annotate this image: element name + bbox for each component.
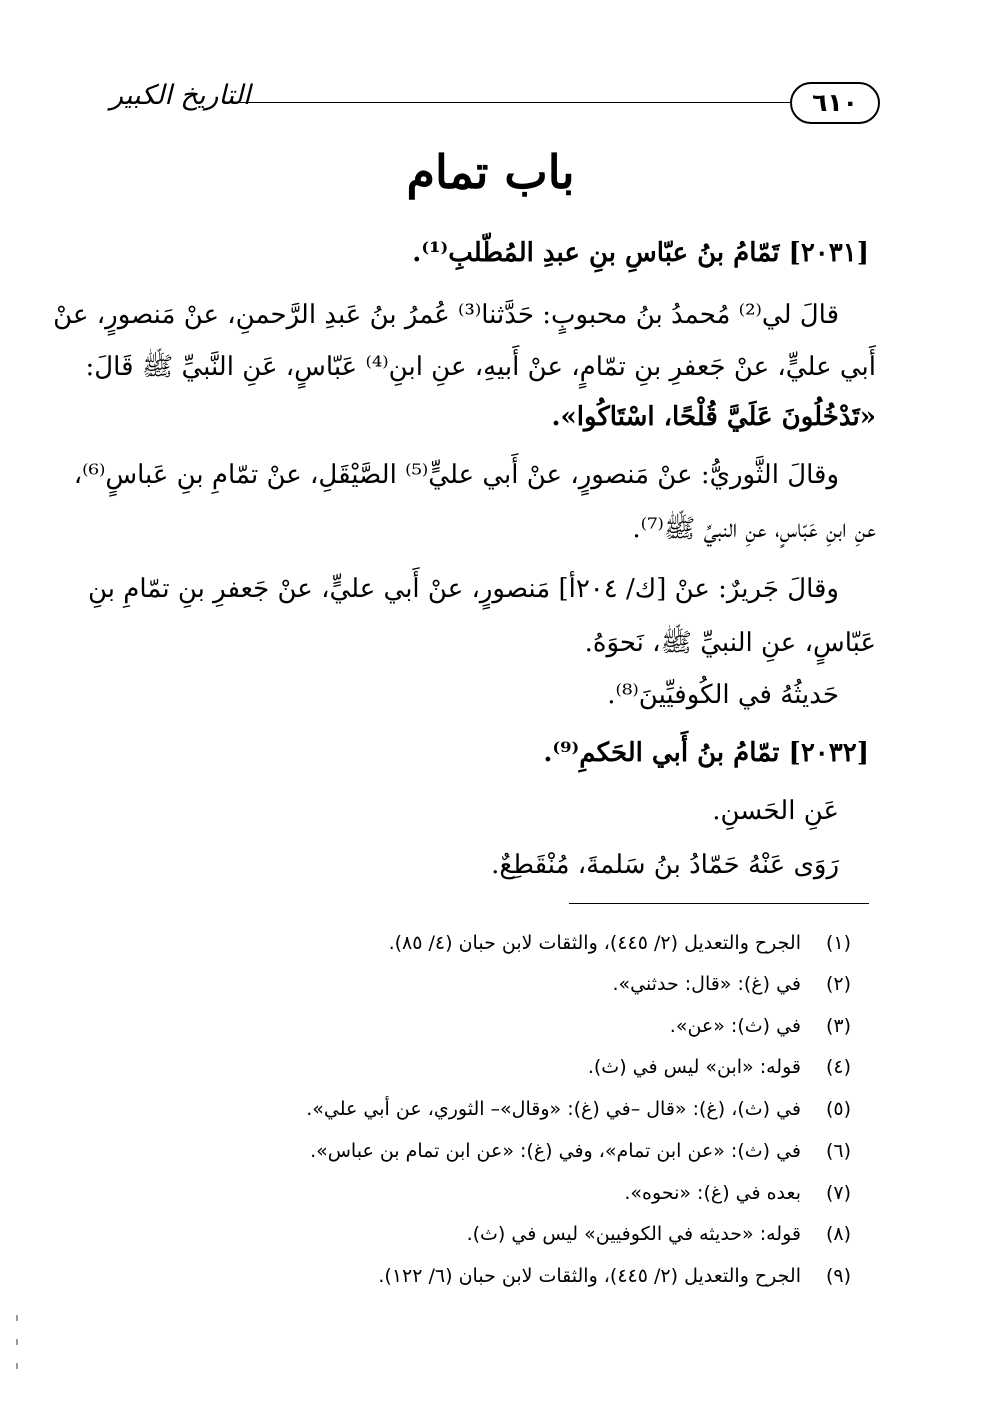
body-line: عنِ ابنِ عَبّاسٍ، عنِ النبيِّ ﷺ⁽⁷⁾. — [632, 514, 876, 544]
footnote — [112, 1056, 851, 1078]
page-number-badge: ٦١٠ — [790, 82, 880, 124]
footnote-number: (٨) — [825, 1223, 851, 1245]
book-title: التاريخ الكبير — [110, 80, 251, 111]
page-header — [110, 78, 880, 128]
footnote — [112, 1098, 851, 1120]
footnote — [112, 973, 851, 995]
footnote-number: (٢) — [825, 973, 851, 995]
body-line: عَبّاسٍ، عنِ النبيِّ ﷺ، نَحوَهُ. — [584, 628, 876, 658]
footnote-number: (٤) — [825, 1056, 851, 1078]
footnote-text: بعده في (غ): «نحوه». — [624, 1182, 801, 1204]
margin-mark — [16, 1315, 18, 1321]
footnote-number: (٣) — [825, 1015, 851, 1037]
body-line: عَنِ الحَسنِ. — [712, 796, 839, 826]
footnote — [112, 1265, 851, 1287]
footnote — [112, 1182, 851, 1204]
footnote-text: في (ث)، (غ): «قال –في (غ): «وقال»– الثوري، عن أبي علي». — [306, 1098, 801, 1120]
footnote — [112, 932, 851, 954]
footnote-number: (٦) — [825, 1140, 851, 1162]
entry-2032-heading: [٢٠٣٢] تمّامُ بنُ أَبي الحَكمِ⁽⁹⁾. — [543, 738, 869, 768]
footnote-number: (٥) — [825, 1098, 851, 1120]
footnote-number: (٧) — [825, 1182, 851, 1204]
footnote — [112, 1223, 851, 1245]
body-line: أَبي عليٍّ، عنْ جَعفرِ بنِ تمّامٍ، عنْ أَبيهِ، عنِ ابنِ⁽⁴⁾ عَبّاسٍ، عَنِ النَّبيِّ ﷺ قَالَ: — [85, 352, 876, 382]
footnote-text: الجرح والتعديل (٢/ ٤٤٥)، والثقات لابن حبان (٦/ ١٢٢). — [378, 1265, 801, 1287]
footnote-text: الجرح والتعديل (٢/ ٤٤٥)، والثقات لابن حبان (٤/ ٨٥). — [388, 932, 801, 954]
scan-margin-marks — [14, 1315, 18, 1387]
chapter-title: باب تمام — [406, 145, 575, 199]
footnote — [112, 1140, 851, 1162]
footnote — [112, 1015, 851, 1037]
body-line: وقالَ جَريرٌ: عنْ [ك/ ٢٠٤أ] مَنصورٍ، عنْ أَبي عليٍّ، عنْ جَعفرِ بنِ تمّامِ بنِ — [87, 574, 839, 604]
body-line: قالَ لي⁽²⁾ مُحمدُ بنُ محبوبٍ: حَدَّثنا⁽³⁾ عُمرُ بنُ عَبدِ الرَّحمنِ، عنْ مَنصورٍ، عنْ — [53, 300, 839, 330]
header-rule — [235, 102, 790, 103]
footnote-text: في (غ): «قال: حدثني». — [612, 973, 801, 995]
hadith-quote: «تَدْخُلُونَ عَلَيَّ قُلْحًا، اسْتَاكُوا». — [551, 402, 876, 432]
footnote-separator — [569, 903, 869, 904]
body-line: حَديثُهُ في الكُوفيِّينَ⁽⁸⁾. — [607, 680, 839, 710]
footnote-text: قوله: «ابن» ليس في (ث). — [587, 1056, 801, 1078]
footnote-text: قوله: «حديثه في الكوفيين» ليس في (ث). — [466, 1223, 801, 1245]
body-line: وقالَ الثَّوريُّ: عنْ مَنصورٍ، عنْ أَبي عليٍّ⁽⁵⁾ الصَّيْقَلِ، عنْ تمّامِ بنِ عَباسٍ⁽⁶⁾، — [73, 460, 839, 490]
margin-mark — [16, 1339, 18, 1345]
footnote-text: في (ث): «عن ابن تمام»، وفي (غ): «عن ابن تمام بن عباس». — [310, 1140, 801, 1162]
margin-mark — [16, 1363, 18, 1369]
footnote-number: (١) — [825, 932, 851, 954]
entry-2031-heading: [٢٠٣١] تَمّامُ بنُ عبّاسِ بنِ عبدِ المُطّلبِ⁽¹⁾. — [412, 238, 869, 268]
footnote-text: في (ث): «عن». — [669, 1015, 801, 1037]
body-line: رَوَى عَنْهُ حَمّادُ بنُ سَلمةَ، مُنْقَطِعٌ. — [491, 850, 839, 880]
footnote-number: (٩) — [825, 1265, 851, 1287]
